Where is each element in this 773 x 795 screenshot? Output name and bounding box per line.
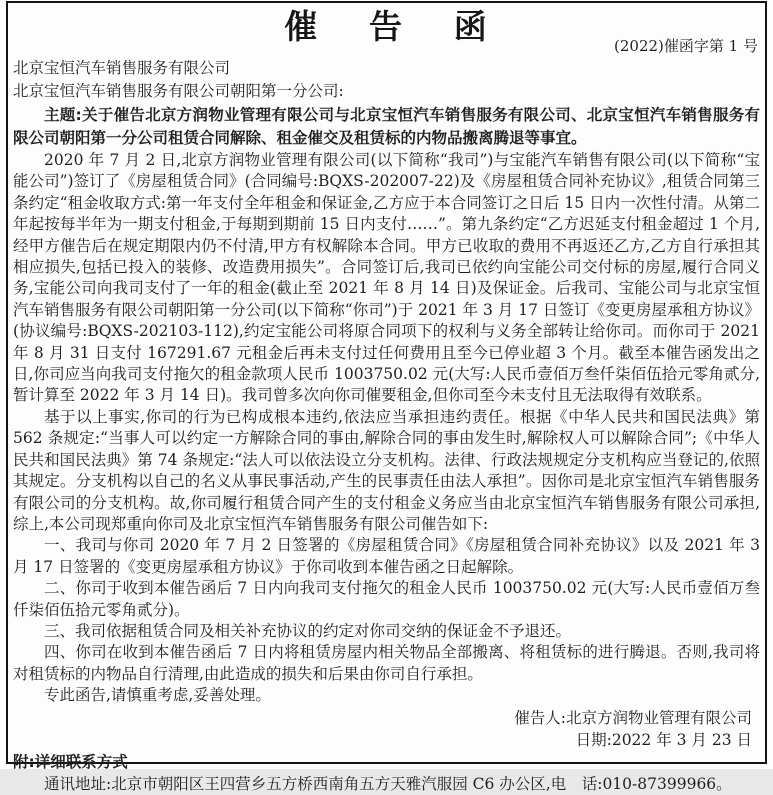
document-border-frame [6, 1, 767, 793]
contact-line: 通讯地址:北京市朝阳区王四营乡五方桥西南角五方天雅汽服园 C6 办公区,电 话:010-87399966。 [44, 774, 732, 793]
notice-item-3: 三、我司依据租赁合同及相关补充协议的约定对你司交纳的保证金不予退还。 [44, 621, 572, 640]
body-paragraph-1: 2020 年 7 月 2 日,北京方润物业管理有限公司(以下简称“我司”)与宝能汽车销售有限公司(以下简称“宝能公司”)签订了《房屋租赁合同》(合同编号:BQXS-202007-22)及《房屋租赁合同补充协议》,租赁合同第三条约定“租金收取方式:第一年支付全年租金和保证金,乙方应于本合同签订之日后 15 日内一次性付清。从第二年起按每半年为一期支付租金,于每期到期前 15 日内支付……”。第九条约定“乙方迟延支付租金超过 1 个月,经甲方催告后在规定期限内仍不付清,甲方有权解除本合同。甲方已收取的费用不再返还乙方,乙方自行承担其相应损失,包括已投入的装修、改造费用损失”。合同签订后,我司已依约向宝能公司交付标的房屋,履行合同义务,宝能公司向我司支付了一年的租金(截止至 2021 年 8 月 14 日)及保证金。后我司、宝能公司与北京宝恒汽车销售服务有限公司朝阳第一分公司(以下简称“你司”)于 2021 年 3 月 17 日签订《变更房屋承租方协议》(协议编号:BQXS-202103-112),约定宝能公司将原合同项下的权利与义务全部转让给你司。而你司于 2021 年 8 月 31 日支付 167291.67 元租金后再未支付过任何费用且至今已停业超 3 个月。截至本催告函发出之日,你司应当向我司支付拖欠的租金款项人民币 1003750.02 元(大写:人民币壹佰万叁仟柒佰伍拾元零角贰分,暂计算至 2022 年 3 月 14 日)。我司曾多次向你司催要租金,但你司至今未支付且无法取得有效联系。 [13, 151, 760, 405]
closing-line: 专此函告,请慎重考虑,妥善处理。 [44, 686, 271, 705]
body-paragraph-2: 基于以上事实,你司的行为已构成根本违约,依法应当承担违约责任。根据《中华人民共和国民法典》第 562 条规定:“当事人可以约定一方解除合同的事由,解除合同的事由发生时,解除权人可以解除合同”;《中华人民共和国民法典》第 74 条规定:“法人可以依法设立分支机构。法律、行政法规规定分支机构应当登记的,依照其规定。分支机构以自己的名义从事民事活动,产生的民事责任由法人承担”。因你司是北京宝恒汽车销售服务有限公司的分支机构。故,你司履行租赁合同产生的支付租金义务应当由北京宝恒汽车销售服务有限公司承担,综上,本公司现郑重向你司及北京宝恒汽车销售服务有限公司催告如下: [13, 407, 760, 533]
notice-item-1: 一、我司与你司 2020 年 7 月 2 日签署的《房屋租赁合同》《房屋租赁合同补充协议》以及 2021 年 3 月 17 日签署的《变更房屋承租方协议》于你司收到本催告函之日起解除。 [13, 536, 760, 576]
date-line: 日期:2022 年 3 月 23 日 [575, 730, 752, 749]
issuer-line: 催告人:北京方润物业管理有限公司 [514, 708, 752, 727]
notice-item-2: 二、你司于收到本催告函后 7 日内向我司支付拖欠的租金人民币 1003750.02 元(大写:人民币壹佰万叁仟柒佰伍拾元零角贰分)。 [13, 579, 760, 619]
reference-number: (2022)催函字第 1 号 [614, 37, 758, 55]
notice-item-4: 四、你司在收到本催告函后 7 日内将租赁房屋内相关物品全部搬离、将租赁标的进行腾退。否则,我司将对租赁标的内物品自行清理,由此造成的损失和后果由你司自行承担。 [13, 643, 760, 683]
attachment-heading: 附:详细联系方式 [13, 752, 128, 771]
subject-line: 主题:关于催告北京方润物业管理有限公司与北京宝恒汽车销售服务有限公司、北京宝恒汽车销售服务有限公司朝阳第一分公司租赁合同解除、租金催交及租赁标的内物品搬离腾退等事宜。 [13, 106, 760, 147]
addressee-line-2: 北京宝恒汽车销售服务有限公司朝阳第一分公司: [13, 82, 344, 100]
document-title: 催 告 函 [284, 7, 489, 46]
addressee-line-1: 北京宝恒汽车销售服务有限公司 [13, 59, 231, 77]
